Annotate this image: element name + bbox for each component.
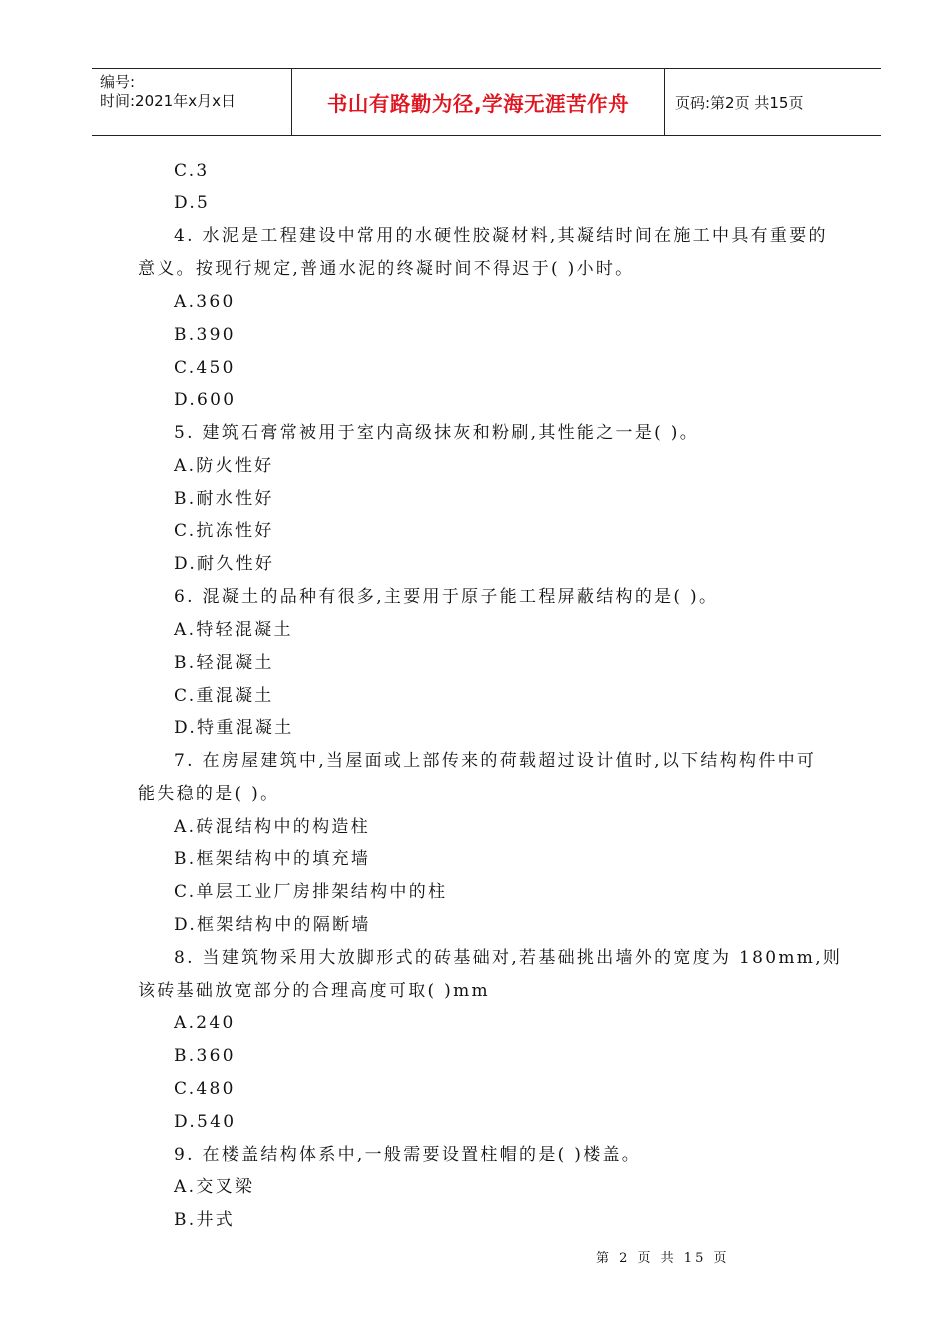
option-line: D.540 bbox=[174, 1112, 237, 1132]
motto-text: 书山有路勤为径,学海无涯苦作舟 bbox=[326, 92, 630, 116]
time-label: 时间:2021年x月x日 bbox=[100, 92, 236, 110]
option-line: A.240 bbox=[174, 1013, 236, 1033]
option-line: B.390 bbox=[174, 325, 236, 345]
header-meta-cell bbox=[92, 69, 292, 135]
option-line: D.5 bbox=[174, 193, 211, 213]
option-line: D.框架结构中的隔断墙 bbox=[174, 915, 371, 935]
option-line: D.特重混凝土 bbox=[174, 718, 294, 738]
option-line: B.轻混凝土 bbox=[174, 653, 274, 673]
question-line: 能失稳的是( )。 bbox=[138, 784, 280, 804]
page-header bbox=[92, 68, 881, 136]
question-line: 7. 在房屋建筑中,当屋面或上部传来的荷载超过设计值时,以下结构构件中可 bbox=[174, 751, 817, 771]
option-line: B.框架结构中的填充墙 bbox=[174, 849, 371, 869]
option-line: B.360 bbox=[174, 1046, 236, 1066]
header-motto-cell bbox=[292, 69, 665, 135]
page-number-label: 页码:第2页 共15页 bbox=[675, 93, 804, 112]
option-line: C.重混凝土 bbox=[174, 686, 274, 706]
option-line: A.防火性好 bbox=[174, 456, 274, 476]
option-line: C.450 bbox=[174, 358, 236, 378]
option-line: B.耐水性好 bbox=[174, 489, 274, 509]
option-line: A.交叉梁 bbox=[174, 1177, 255, 1197]
option-line: A.360 bbox=[174, 292, 236, 312]
option-line: B.井式 bbox=[174, 1210, 236, 1230]
serial-number-label: 编号: bbox=[100, 73, 136, 91]
question-line: 6. 混凝土的品种有很多,主要用于原子能工程屏蔽结构的是( )。 bbox=[174, 587, 719, 607]
option-line: C.抗冻性好 bbox=[174, 521, 274, 541]
question-line: 意义。按现行规定,普通水泥的终凝时间不得迟于( )小时。 bbox=[138, 259, 635, 279]
option-line: C.3 bbox=[174, 161, 210, 181]
option-line: A.砖混结构中的构造柱 bbox=[174, 817, 370, 837]
option-line: C.单层工业厂房排架结构中的柱 bbox=[174, 882, 448, 902]
page-footer: 第 2 页 共 15 页 bbox=[596, 1251, 730, 1266]
option-line: D.600 bbox=[174, 390, 237, 410]
option-line: C.480 bbox=[174, 1079, 236, 1099]
header-page-cell bbox=[665, 69, 881, 135]
question-line: 8. 当建筑物采用大放脚形式的砖基础对,若基础挑出墙外的宽度为 180mm,则 bbox=[174, 948, 843, 968]
option-line: A.特轻混凝土 bbox=[174, 620, 293, 640]
question-line: 4. 水泥是工程建设中常用的水硬性胶凝材料,其凝结时间在施工中具有重要的 bbox=[174, 226, 828, 246]
question-line: 该砖基础放宽部分的合理高度可取( )mm bbox=[138, 981, 490, 1001]
option-line: D.耐久性好 bbox=[174, 554, 275, 574]
question-line: 5. 建筑石膏常被用于室内高级抹灰和粉刷,其性能之一是( )。 bbox=[174, 423, 699, 443]
question-line: 9. 在楼盖结构体系中,一般需要设置柱帽的是( )楼盖。 bbox=[174, 1145, 642, 1165]
